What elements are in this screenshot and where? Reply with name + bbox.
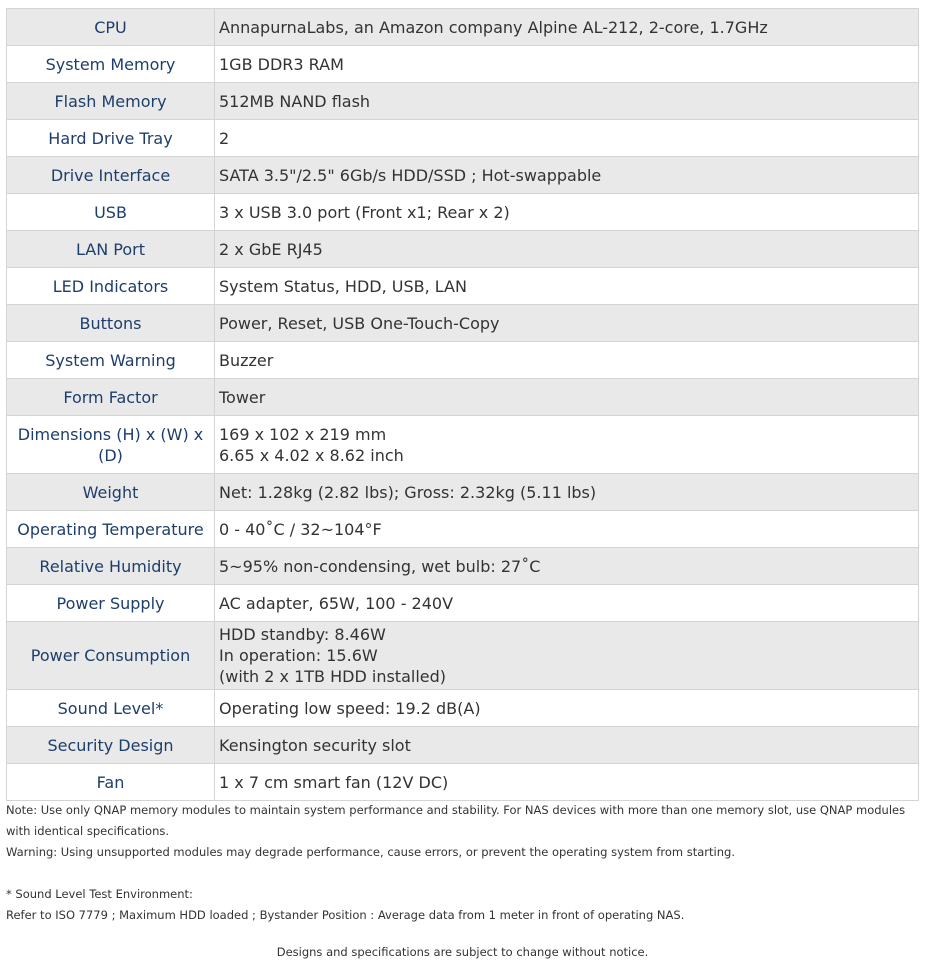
spec-value: 5~95% non-condensing, wet bulb: 27˚C [215, 548, 919, 585]
spec-label: Drive Interface [7, 157, 215, 194]
spec-label: Dimensions (H) x (W) x (D) [7, 416, 215, 474]
spec-row [7, 548, 919, 585]
spec-label: Buttons [7, 305, 215, 342]
sound-test-detail: Refer to ISO 7779 ; Maximum HDD loaded ; Bystander Position : Average data from 1 meter in front of operating NAS. [6, 908, 685, 922]
spec-label: Flash Memory [7, 83, 215, 120]
spec-value: 3 x USB 3.0 port (Front x1; Rear x 2) [215, 194, 919, 231]
spec-table [6, 8, 919, 801]
spec-label: Fan [7, 764, 215, 801]
spec-row [7, 231, 919, 268]
spec-row [7, 342, 919, 379]
spec-row [7, 622, 919, 690]
spec-label: Relative Humidity [7, 548, 215, 585]
spec-value: Buzzer [215, 342, 919, 379]
spec-value: Kensington security slot [215, 727, 919, 764]
spec-row [7, 9, 919, 46]
spec-row [7, 83, 919, 120]
spec-row [7, 305, 919, 342]
spec-value: Operating low speed: 19.2 dB(A) [215, 690, 919, 727]
spec-label: Form Factor [7, 379, 215, 416]
spec-value: Tower [215, 379, 919, 416]
spec-row [7, 474, 919, 511]
spec-label: System Warning [7, 342, 215, 379]
spec-value: Power, Reset, USB One-Touch-Copy [215, 305, 919, 342]
spec-value: HDD standby: 8.46W In operation: 15.6W (with 2 x 1TB HDD installed) [215, 622, 919, 690]
spec-row [7, 585, 919, 622]
spec-value: 169 x 102 x 219 mm 6.65 x 4.02 x 8.62 inch [215, 416, 919, 474]
spec-row [7, 157, 919, 194]
spec-value: AnnapurnaLabs, an Amazon company Alpine AL-212, 2-core, 1.7GHz [215, 9, 919, 46]
spec-value: SATA 3.5"/2.5" 6Gb/s HDD/SSD ; Hot-swappable [215, 157, 919, 194]
spec-row [7, 727, 919, 764]
spec-label: Sound Level* [7, 690, 215, 727]
spec-label: LED Indicators [7, 268, 215, 305]
spec-label: Power Consumption [7, 622, 215, 690]
memory-note: Note: Use only QNAP memory modules to maintain system performance and stability. For NAS devices with more than one memory slot, use QNAP modules with identical specifications. [6, 803, 906, 838]
disclaimer: Designs and specifications are subject to change without notice. [276, 945, 649, 959]
spec-row [7, 46, 919, 83]
spec-label: Hard Drive Tray [7, 120, 215, 157]
spec-value: 2 [215, 120, 919, 157]
spec-label: USB [7, 194, 215, 231]
spec-row [7, 690, 919, 727]
spec-row [7, 511, 919, 548]
spec-value: Net: 1.28kg (2.82 lbs); Gross: 2.32kg (5.11 lbs) [215, 474, 919, 511]
spec-row [7, 764, 919, 801]
spec-row [7, 120, 919, 157]
spec-label: Security Design [7, 727, 215, 764]
notes-section [6, 800, 918, 926]
sound-test-title: * Sound Level Test Environment: [6, 887, 193, 901]
spec-label: Operating Temperature [7, 511, 215, 548]
spec-label: CPU [7, 9, 215, 46]
spec-row [7, 268, 919, 305]
spec-value: System Status, HDD, USB, LAN [215, 268, 919, 305]
spec-value: 1GB DDR3 RAM [215, 46, 919, 83]
spec-row [7, 194, 919, 231]
spec-label: LAN Port [7, 231, 215, 268]
spec-label: System Memory [7, 46, 215, 83]
spec-value: 0 - 40˚C / 32~104°F [215, 511, 919, 548]
spec-value: 2 x GbE RJ45 [215, 231, 919, 268]
spec-value: 1 x 7 cm smart fan (12V DC) [215, 764, 919, 801]
spec-label: Weight [7, 474, 215, 511]
spec-value: AC adapter, 65W, 100 - 240V [215, 585, 919, 622]
spec-row [7, 379, 919, 416]
warning-note: Warning: Using unsupported modules may degrade performance, cause errors, or prevent the operating system from starting. [6, 845, 735, 859]
spec-row [7, 416, 919, 474]
spec-value: 512MB NAND flash [215, 83, 919, 120]
spec-label: Power Supply [7, 585, 215, 622]
